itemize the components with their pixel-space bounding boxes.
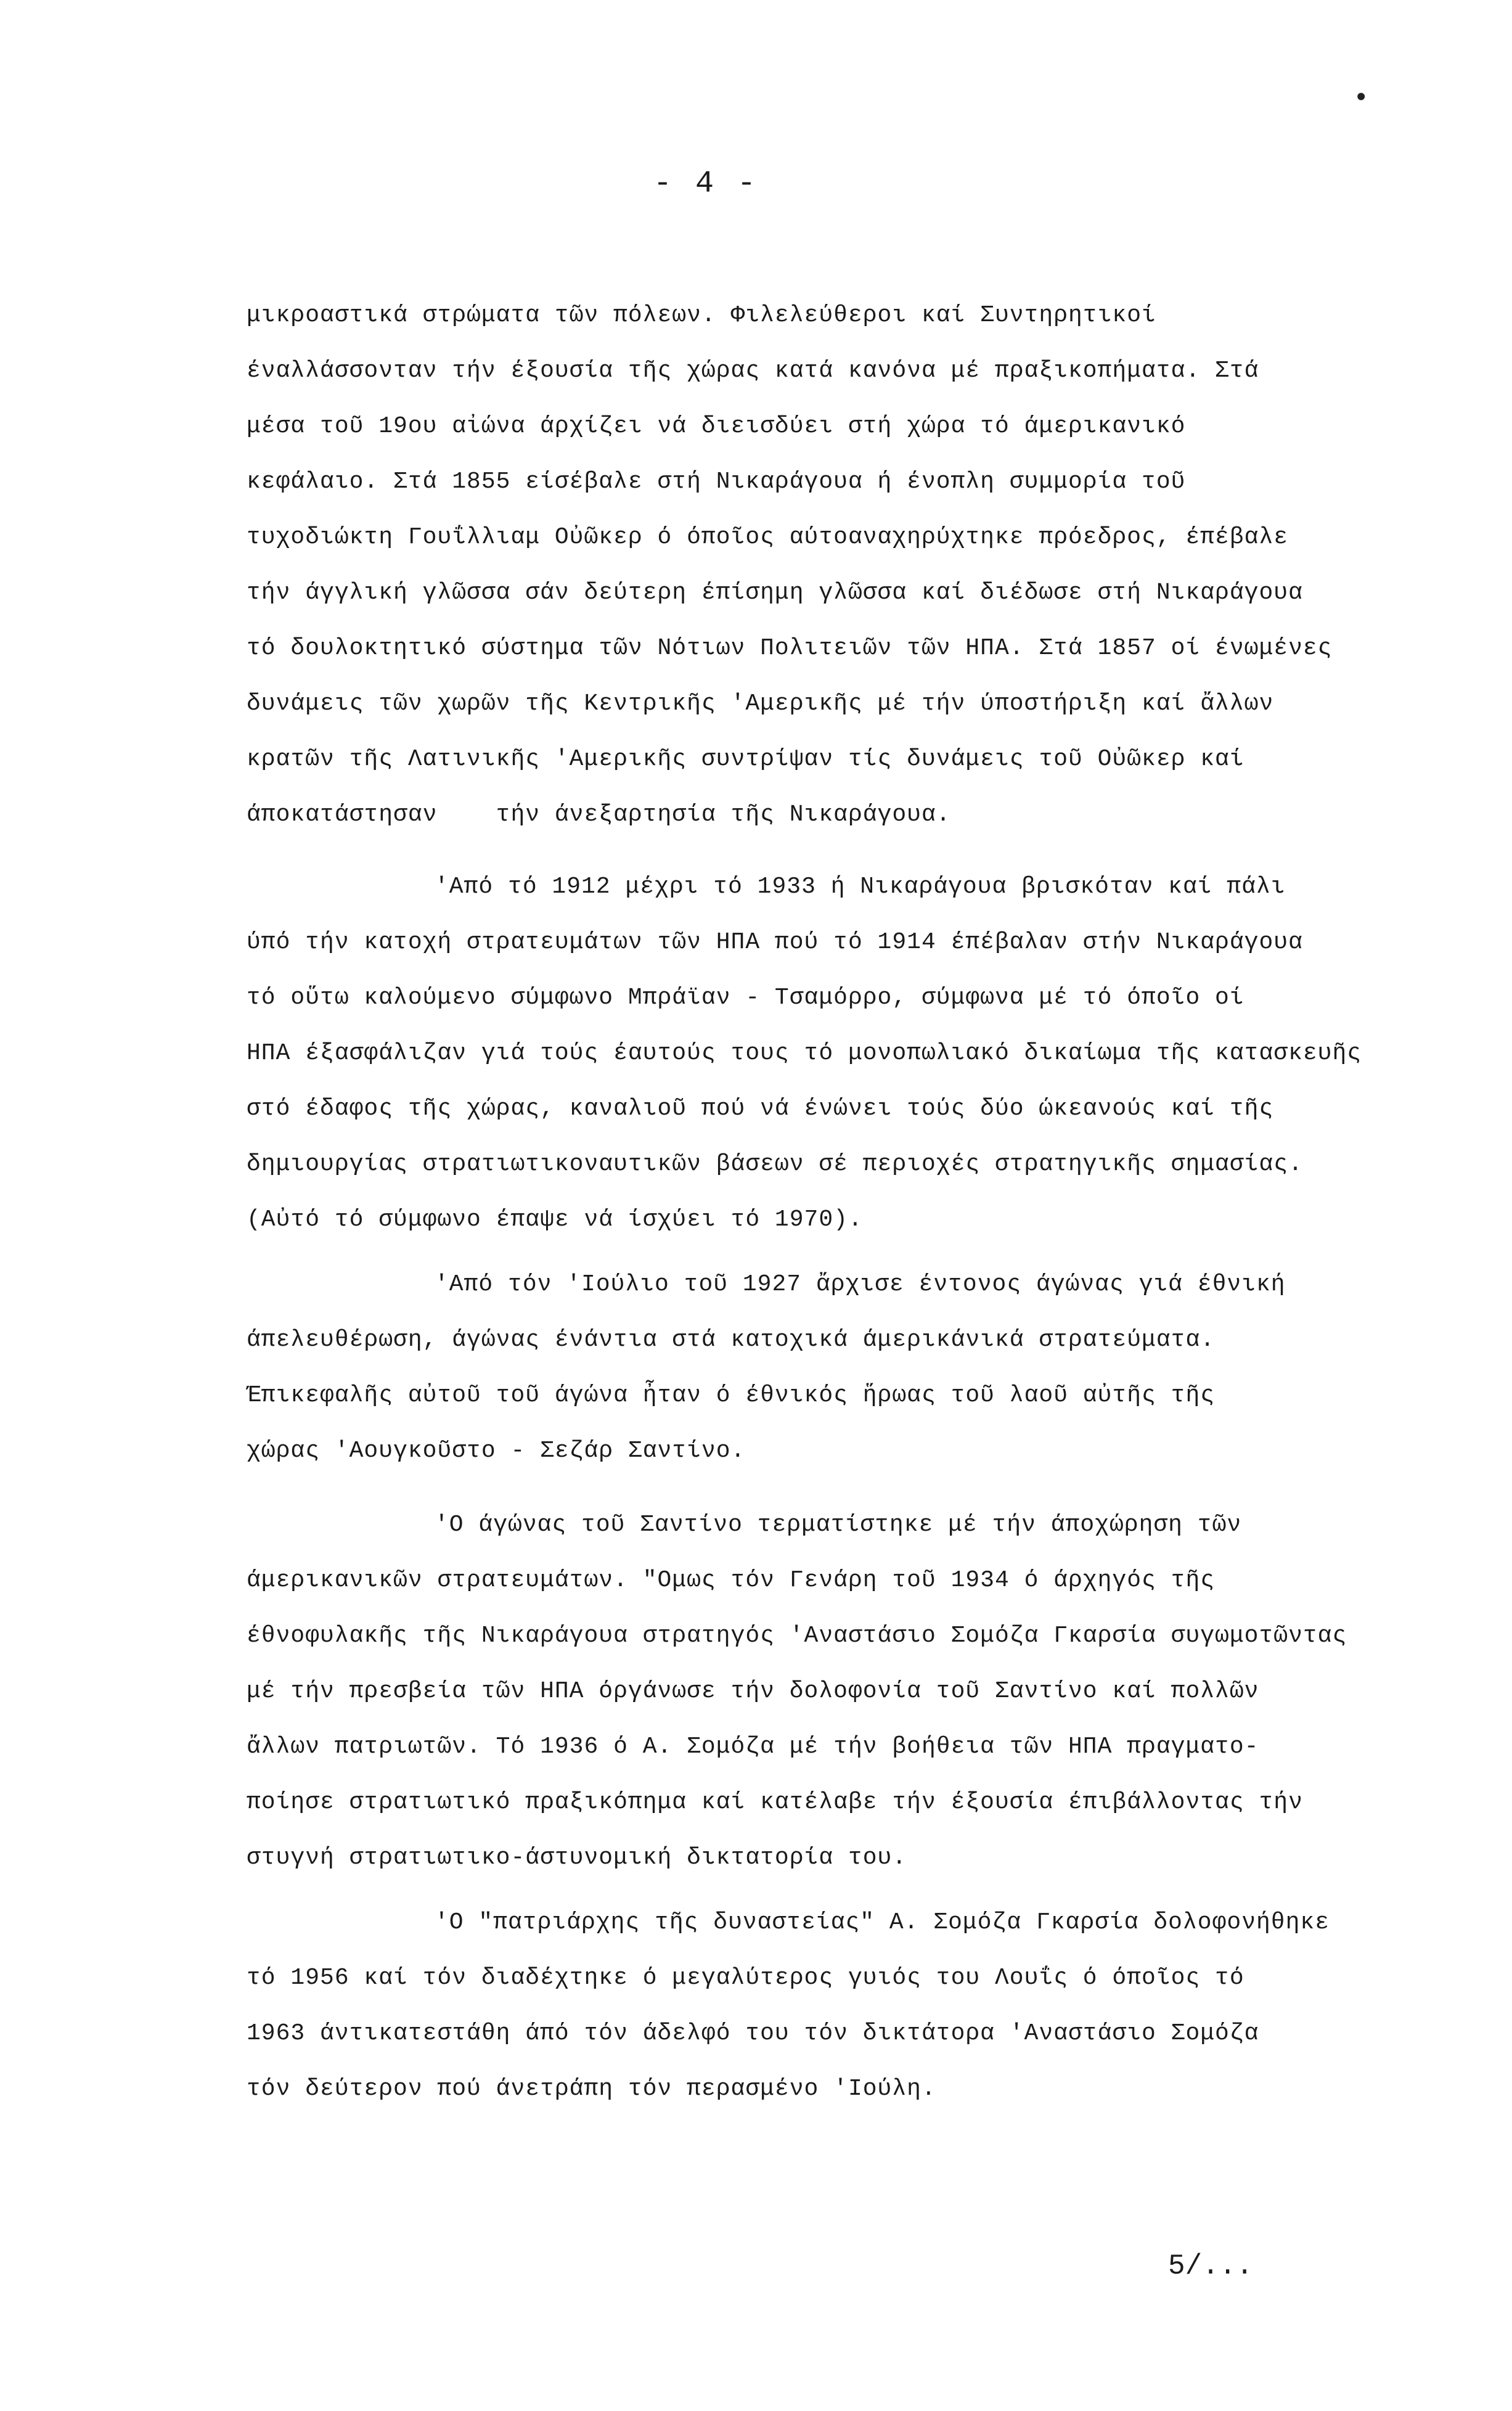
text-line: στυγνή στρατιωτικο-άστυνομική δικτατορία του.: [247, 1844, 907, 1871]
text-line: 'Ο "πατριάρχης τῆς δυναστείας" Α. Σομόζα Γκαρσία δολοφονήθηκε: [435, 1909, 1330, 1936]
text-line: χώρας 'Αουγκοῦστο - Σεζάρ Σαντίνο.: [247, 1438, 746, 1464]
text-line: μικροαστικά στρώματα τῶν πόλεων. Φιλελεύθεροι καί Συντηρητικοί: [247, 302, 1156, 329]
continuation-marker: 5/...: [1168, 2250, 1254, 2282]
text-line: κεφάλαιο. Στά 1855 είσέβαλε στή Νικαράγουα ή ένοπλη συμμορία τοῦ: [247, 469, 1186, 495]
text-line: έθνοφυλακῆς τῆς Νικαράγουα στρατηγός 'Αναστάσιο Σομόζα Γκαρσία συγωμοτῶντας: [247, 1623, 1347, 1649]
text-line: 1963 άντικατεστάθη άπό τόν άδελφό του τόν δικτάτορα 'Αναστάσιο Σομόζα: [247, 2020, 1259, 2047]
text-line: τυχοδιώκτη Γουΐλλιαμ Οὐῶκερ ό όποῖος αύτοαναχηρύχτηκε πρόεδρος, έπέβαλε: [247, 524, 1289, 551]
text-line: ποίησε στρατιωτικό πραξικόπημα καί κατέλαβε τήν έξουσία έπιβάλλοντας τήν: [247, 1789, 1303, 1815]
text-line: άμερικανικῶν στρατευμάτων. "Ομως τόν Γενάρη τοῦ 1934 ό άρχηγός τῆς: [247, 1567, 1216, 1594]
text-line: Έπικεφαλῆς αὐτοῦ τοῦ άγώνα ἦταν ό έθνικός ἥρωας τοῦ λαοῦ αὐτῆς τῆς: [247, 1382, 1216, 1409]
text-line: 'Από τόν 'Ιούλιο τοῦ 1927 ἄρχισε έντονος άγώνας γιά έθνική: [435, 1271, 1286, 1298]
text-line: (Αὐτό τό σύμφωνο έπαψε νά ίσχύει τό 1970).: [247, 1206, 863, 1233]
text-line: τό 1956 καί τόν διαδέχτηκε ό μεγαλύτερος γυιός του Λουΐς ό όποῖος τό: [247, 1965, 1244, 1991]
text-line: άποκατάστησαν τήν άνεξαρτησία τῆς Νικαράγουα.: [247, 801, 951, 828]
text-line: ἄλλων πατριωτῶν. Τό 1936 ό Α. Σομόζα μέ τήν βοήθεια τῶν ΗΠΑ πραγματο-: [247, 1734, 1259, 1760]
text-line: έναλλάσσονταν τήν έξουσία τῆς χώρας κατά κανόνα μέ πραξικοπήματα. Στά: [247, 358, 1259, 384]
text-line: κρατῶν τῆς Λατινικῆς 'Αμερικῆς συντρίψαν τίς δυνάμεις τοῦ Οὐῶκερ καί: [247, 746, 1244, 772]
corner-mark: •: [1353, 83, 1370, 114]
text-line: ύπό τήν κατοχή στρατευμάτων τῶν ΗΠΑ πού τό 1914 έπέβαλαν στήν Νικαράγουα: [247, 929, 1303, 956]
text-line: στό έδαφος τῆς χώρας, καναλιοῦ πού νά ένώνει τούς δύο ώκεανούς καί τῆς: [247, 1095, 1274, 1122]
text-line: άπελευθέρωση, άγώνας ένάντια στά κατοχικά άμερικάνικά στρατεύματα.: [247, 1327, 1216, 1353]
page-number: - 4 -: [653, 166, 759, 202]
text-line: δυνάμεις τῶν χωρῶν τῆς Κεντρικῆς 'Αμερικῆς μέ τήν ύποστήριξη καί ἄλλων: [247, 690, 1274, 717]
text-line: τό δουλοκτητικό σύστημα τῶν Νότιων Πολιτειῶν τῶν ΗΠΑ. Στά 1857 οί ένωμένες: [247, 635, 1333, 661]
text-line: 'Ο άγώνας τοῦ Σαντίνο τερματίστηκε μέ τήν άποχώρηση τῶν: [435, 1512, 1242, 1538]
text-line: τό οὕτω καλούμενο σύμφωνο Μπράϊαν - Τσαμόρρο, σύμφωνα μέ τό όποῖο οί: [247, 984, 1244, 1011]
text-line: ΗΠΑ έξασφάλιζαν γιά τούς έαυτούς τους τό μονοπωλιακό δικαίωμα τῆς κατασκευῆς: [247, 1040, 1362, 1066]
text-line: μέσα τοῦ 19ου αἰώνα άρχίζει νά διεισδύει στή χώρα τό άμερικανικό: [247, 413, 1186, 440]
text-line: τήν άγγλική γλῶσσα σάν δεύτερη έπίσημη γλῶσσα καί διέδωσε στή Νικαράγουα: [247, 579, 1303, 606]
text-line: δημιουργίας στρατιωτικοναυτικῶν βάσεων σέ περιοχές στρατηγικῆς σημασίας.: [247, 1151, 1303, 1177]
text-line: τόν δεύτερον πού άνετράπη τόν περασμένο 'Ιούλη.: [247, 2076, 936, 2102]
text-line: μέ τήν πρεσβεία τῶν ΗΠΑ όργάνωσε τήν δολοφονία τοῦ Σαντίνο καί πολλῶν: [247, 1678, 1259, 1705]
text-line: 'Από τό 1912 μέχρι τό 1933 ή Νικαράγουα βρισκόταν καί πάλι: [435, 874, 1286, 900]
